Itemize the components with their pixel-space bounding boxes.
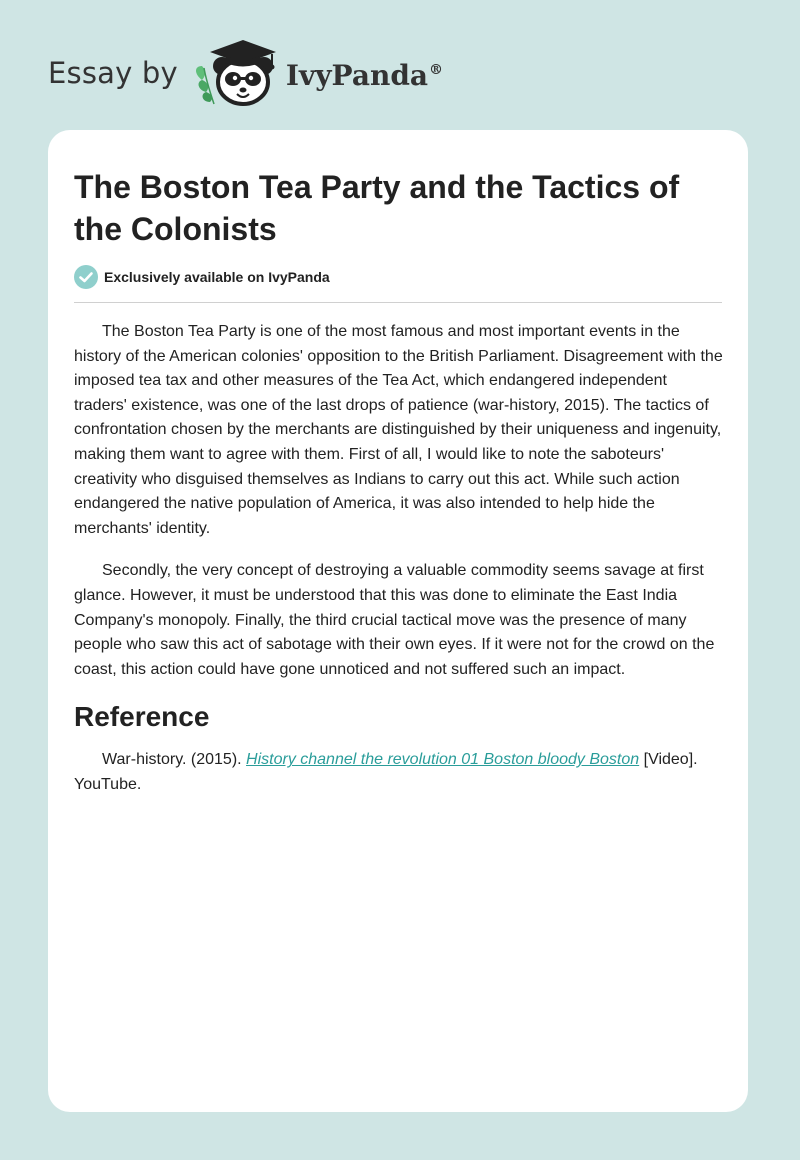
brand-name-text: IvyPanda [285, 58, 429, 92]
paragraph-2: Secondly, the very concept of destroying a valuable commodity seems savage at first glance. However, it must be understood that this was done to eliminate the East India Company's monopoly. Finally, the third crucial tactical move was the presence of many people who saw this act of sabotage with their own eyes. If it were not for the crowd on the coast, this action could have gone unnoticed and not suffered such an impact. [74, 562, 715, 678]
reference-suffix: [Video]. YouTube. [74, 751, 698, 793]
paragraph-1: The Boston Tea Party is one of the most famous and most important events in the history of the American colonies' opposition to the British Parliament. Disagreement with the imposed tea tax and other measures of the Tea Act, which endangered independent traders' existence, was one of the last drops of patience (war-history, 2015). The tactics of confrontation chosen by the merchants are distinguished by their uniqueness and ingenuity, making them want to agree with them. First of all, I would like to note the saboteurs' creativity who disguised themselves as Indians to carry out this act. While such action endangered the native population of America, it was also intended to help hide the merchants' identity. [74, 323, 723, 537]
essay-card [48, 130, 748, 1112]
exclusive-badge-text: Exclusively available on IvyPanda [104, 269, 330, 285]
reference-heading: Reference [74, 701, 210, 733]
check-circle-icon [74, 265, 98, 289]
brand-name[interactable] [286, 59, 443, 92]
title-divider [74, 302, 722, 303]
site-header [48, 36, 443, 110]
essay-body [74, 320, 724, 798]
exclusive-badge [74, 265, 330, 289]
page-title: The Boston Tea Party and the Tactics of the Colonists [74, 169, 680, 247]
reference-prefix: War-history. (2015). [102, 751, 247, 769]
reference-entry [74, 748, 724, 797]
brand-prefix: Essay by [48, 56, 178, 90]
reference-link[interactable]: History channel the revolution 01 Boston bloody Boston [246, 751, 640, 769]
panda-graduate-logo-icon[interactable] [192, 36, 282, 110]
registered-mark: ® [429, 62, 444, 79]
